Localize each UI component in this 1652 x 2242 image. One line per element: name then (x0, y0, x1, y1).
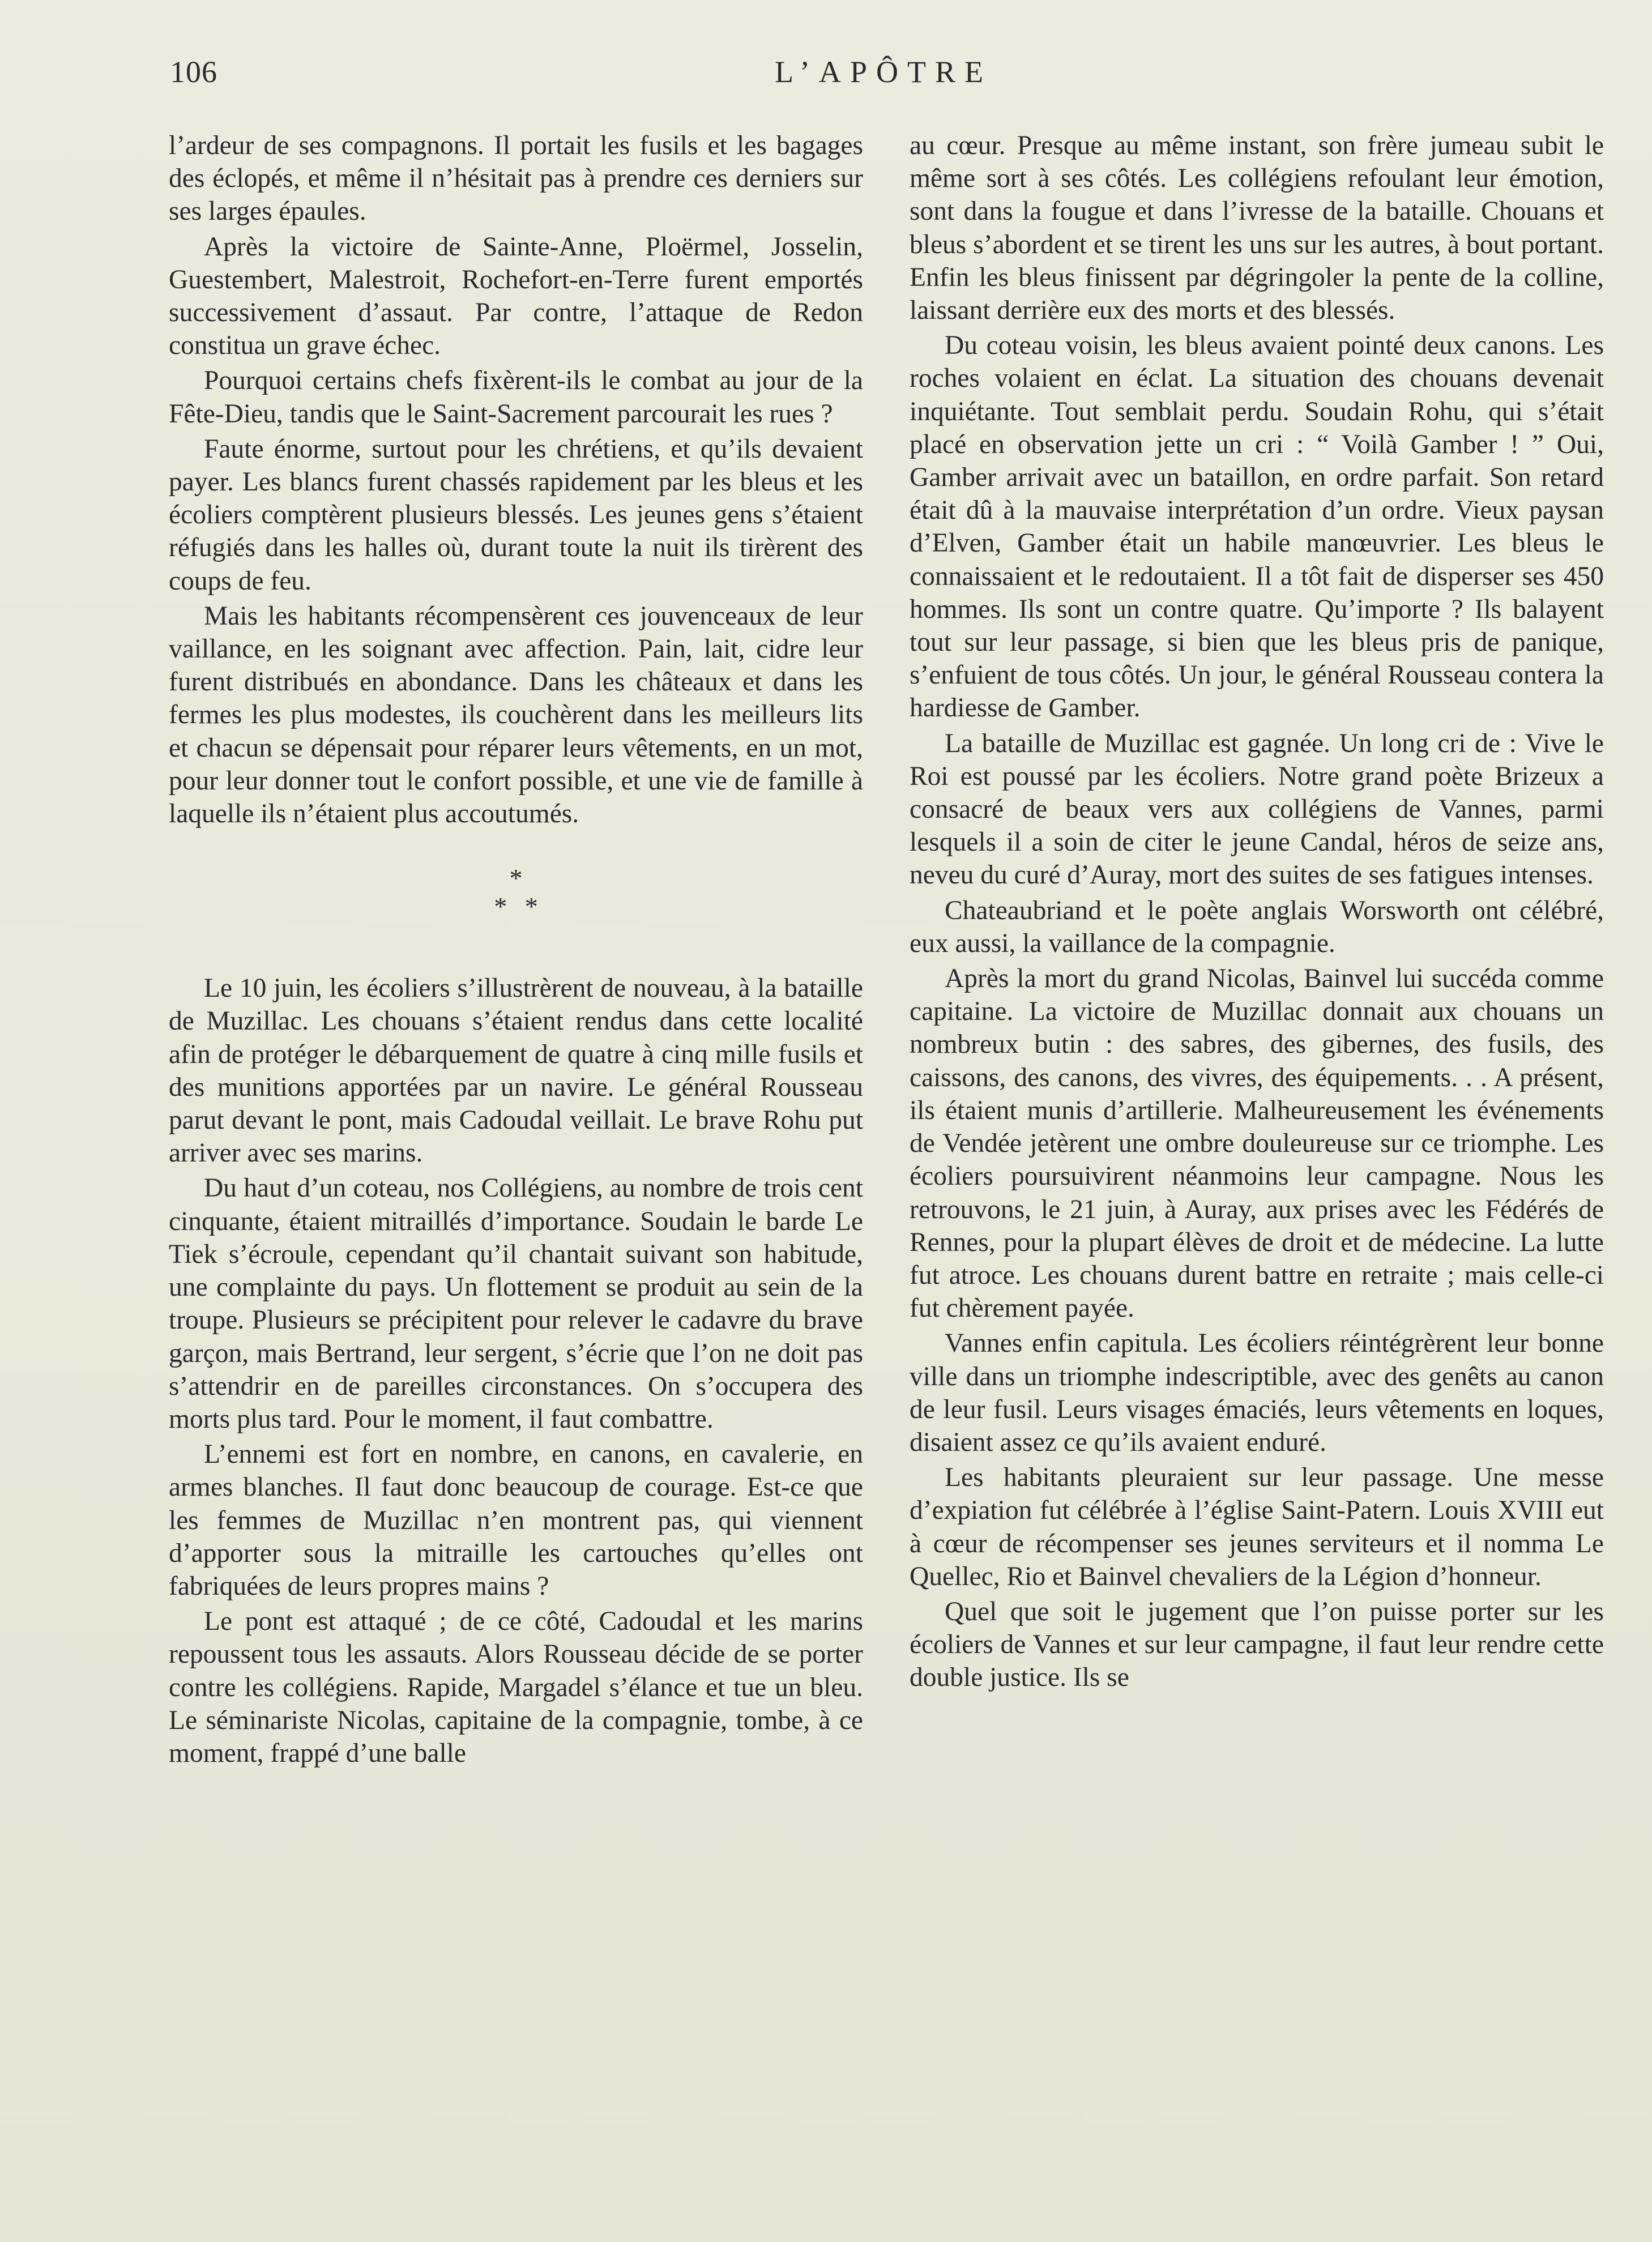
left-column (169, 129, 863, 1772)
section-separator (169, 864, 863, 921)
paragraph: Le pont est attaqué ; de ce côté, Cadoudal et les marins repoussent tous les assauts. Alors Rousseau décide de se porter contre les collégiens. Rapide, Margadel s’élance et tue un bleu. Le séminariste Nicolas, capitaine de la compagnie, tombe, à ce moment, frappé d’une balle (169, 1607, 863, 1768)
paragraph: Les habitants pleuraient sur leur passage. Une messe d’expiation fut célébrée à l’église Saint-Patern. Louis XVIII eut à cœur de récompenser ses jeunes serviteurs et il nomma Le Quellec, Rio et Bainvel chevaliers de la Légion d’honneur. (910, 1463, 1604, 1591)
paragraph: Le 10 juin, les écoliers s’illustrèrent de nouveau, à la bataille de Muzillac. Les chouans s’étaient rendus dans cette localité afin de protéger le débarquement de quatre à cinq mille fusils et des munitions apportées par un navire. Le général Rousseau parut devant le pont, mais Cadoudal veillait. Le brave Rohu put arriver avec ses marins. (169, 973, 863, 1168)
paragraph: Chateaubriand et le poète anglais Worsworth ont célébré, eux aussi, la vaillance de la compagnie. (910, 895, 1604, 958)
running-title: L’APÔTRE (774, 55, 993, 89)
paragraph: Du haut d’un coteau, nos Collégiens, au nombre de trois cent cinquante, étaient mitraillés d’importance. Soudain le barde Le Tiek s’écroule, cependant qu’il chantait suivant son habitude, une complainte du pays. Un flottement se produit au sein de la troupe. Plusieurs se précipitent pour relever le cadavre du brave garçon, mais Bertrand, leur sergent, s’écrie que l’on ne doit pas s’attendrir en de pareilles circonstances. On s’occupera des morts plus tard. Pour le moment, il faut combattre. (169, 1173, 863, 1434)
paragraph: l’ardeur de ses compagnons. Il portait les fusils et les bagages des éclopés, et même il n’hésitait pas à prendre ces derniers sur ses larges épaules. (169, 131, 863, 227)
separator-star-bottom: * * (494, 892, 538, 921)
page-number: 106 (170, 55, 217, 89)
paragraph: Pourquoi certains chefs fixèrent-ils le combat au jour de la Fête-Dieu, tandis que le Saint-Sacrement parcourait les rues ? (169, 366, 863, 429)
paragraph: Quel que soit le jugement que l’on puisse porter sur les écoliers de Vannes et sur leur campagne, il faut leur rendre cette double justice. Ils se (910, 1596, 1604, 1693)
paragraph: Après la mort du grand Nicolas, Bainvel lui succéda comme capitaine. La victoire de Muzillac donnait aux chouans un nombreux butin : des sabres, des gibernes, des fusils, des caissons, des canons, des vivres, des équipements. . . A présent, ils étaient munis d’artillerie. Malheureusement les événements de Vendée jetèrent une ombre douleureuse sur ce triomphe. Les écoliers poursuivirent néanmoins leur campagne. Nous les retrouvons, le 21 juin, à Auray, aux prises avec les Fédérés de Rennes, pour la plupart élèves de droit et de médecine. La lutte fut atroce. Les chouans durent battre en retraite ; mais celle-ci fut chèrement payée. (910, 964, 1604, 1323)
paragraph: La bataille de Muzillac est gagnée. Un long cri de : Vive le Roi est poussé par les écoliers. Notre grand poète Brizeux a consacré de beaux vers aux collégiens de Vannes, parmi lesquels il a soin de citer le jeune Candal, héros de seize ans, neveu du curé d’Auray, mort des suites de ses fatigues intenses. (910, 728, 1604, 890)
paragraph: Après la victoire de Sainte-Anne, Ploërmel, Josselin, Guestembert, Malestroit, Rochefort-en-Terre furent emportés successivement d’assaut. Par contre, l’attaque de Redon constitua un grave échec. (169, 232, 863, 361)
paragraph: Faute énorme, surtout pour les chrétiens, et qu’ils devaient payer. Les blancs furent chassés rapidement par les bleus et les écoliers comptèrent plusieurs blessés. Les jeunes gens s’étaient réfugiés dans les halles où, durant toute la nuit ils tirèrent des coups de feu. (169, 434, 863, 596)
paragraph: Du coteau voisin, les bleus avaient pointé deux canons. Les roches volaient en éclat. La situation des chouans devenait inquiétante. Tout semblait perdu. Soudain Rohu, qui s’était placé en observation jette un cri : “ Voilà Gamber ! ” Oui, Gamber arrivait avec un bataillon, en ordre parfait. Son retard était dû à la mauvaise interprétation d’un ordre. Vieux paysan d’Elven, Gamber était un habile manœuvrier. Les bleus le connaissaient et le redoutaient. Il a tôt fait de disperser ses 450 hommes. Ils sont un contre quatre. Qu’importe ? Ils balayent tout sur leur passage, si bien que les bleus pris de panique, s’enfuient de tous côtés. Un jour, le général Rousseau contera la hardiesse de Gamber. (910, 331, 1604, 723)
paragraph: L’ennemi est fort en nombre, en canons, en cavalerie, en armes blanches. Il faut donc beaucoup de courage. Est-ce que les femmes de Muzillac n’en montrent pas, qui viennent d’apporter sous la mitraille les cartouches qu’elles ont fabriquées de leurs propres mains ? (169, 1440, 863, 1601)
paragraph: au cœur. Presque au même instant, son frère jumeau subit le même sort à ses côtés. Les collégiens refoulant leur émotion, sont dans la fougue et dans l’ivresse de la bataille. Chouans et bleus s’abordent et se tirent les uns sur les autres, à bout portant. Enfin les bleus finissent par dégringoler la pente de la colline, laissant derrière eux des morts et des blessés. (910, 131, 1604, 326)
paragraph: Vannes enfin capitula. Les écoliers réintégrèrent leur bonne ville dans un triomphe indescriptible, avec des genêts au canon de leur fusil. Leurs visages émaciés, leurs vêtements en loques, disaient assez ce qu’ils avaient enduré. (910, 1329, 1604, 1457)
page-header (170, 54, 1597, 100)
separator-star-top: * (509, 864, 523, 893)
paragraph: Mais les habitants récompensèrent ces jouvenceaux de leur vaillance, en les soignant avec affection. Pain, lait, cidre leur furent distribués en abondance. Dans les châteaux et dans les fermes les plus modestes, ils couchèrent dans les meilleurs lits et chacun se dépensait pour réparer leurs vêtements, en un mot, pour leur donner tout le confort possible, et une vie de famille à laquelle ils n’étaient plus accoutumés. (169, 601, 863, 829)
right-column (910, 129, 1604, 1697)
